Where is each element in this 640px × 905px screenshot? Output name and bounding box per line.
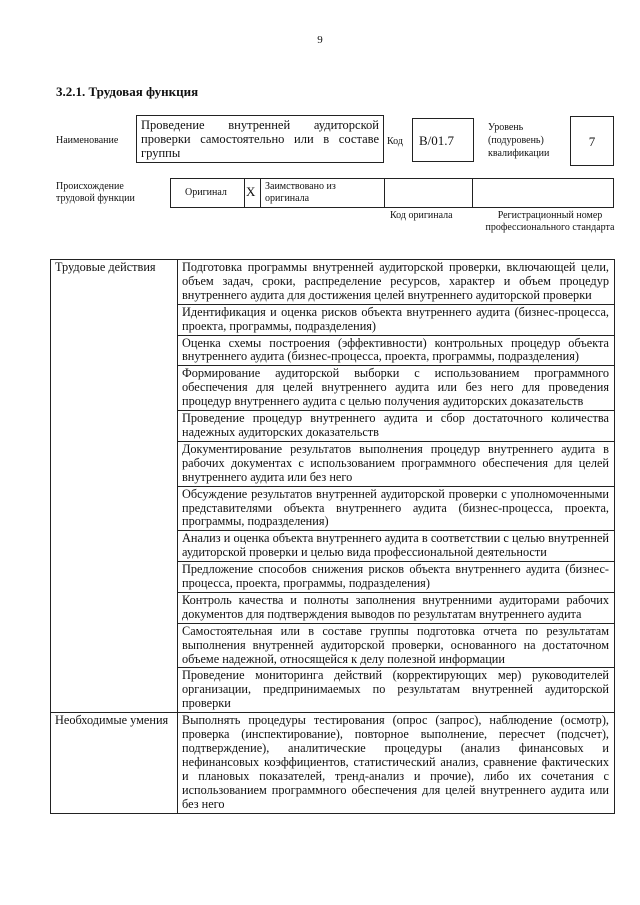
original-code-cell (385, 179, 473, 207)
item-text: Самостоятельная или в составе группы подготовка отчета по результатам выполнения внутренней аудиторской проверки, основанного на достаточном объеме надежной, относящейся к делу полезной информации (178, 623, 615, 668)
item-text: Обсуждение результатов внутренней аудиторской проверки с уполномоченными представителями объекта внутреннего аудита (бизнес-процесса, проекта, программы, подразделения) (178, 486, 615, 531)
table-row (51, 713, 615, 813)
origin-label: Происхождение трудовой функции (56, 181, 135, 204)
page-number: 9 (317, 34, 323, 46)
item-text: Проведение мониторинга действий (корректирующих мер) руководителей организации, предпринимаемых по результатам внутренней аудиторской проверки (178, 668, 615, 713)
origin-row (170, 178, 614, 208)
original-mark-cell (245, 179, 261, 207)
code-value: B/01.7 (412, 118, 474, 162)
section-heading: 3.2.1. Трудовая функция (56, 84, 199, 99)
item-text: Проведение процедур внутреннего аудита и сбор достаточного количества надежных аудиторских доказательств (178, 411, 615, 442)
section-label: Необходимые умения (51, 713, 178, 813)
reg-number-cell (473, 179, 613, 207)
original-label: Оригинал (185, 187, 227, 198)
table-row (51, 260, 615, 305)
level-label: Уровень (подуровень) квалификации (488, 122, 550, 159)
item-text: Предложение способов снижения рисков объекта внутреннего аудита (бизнес-процесса, проекта, программы, подразделения) (178, 562, 615, 593)
original-mark: X (246, 184, 256, 199)
borrowed-cell (261, 179, 385, 207)
section-label: Трудовые действия (51, 260, 178, 713)
function-details-table (50, 259, 615, 814)
code-label: Код (387, 136, 403, 147)
item-text: Анализ и оценка объекта внутреннего аудита в соответствии с целью внутренней аудиторской проверки и целью вида профессиональной деятельности (178, 531, 615, 562)
borrowed-label: Заимствовано из оригинала (265, 181, 336, 204)
original-code-label: Код оригинала (390, 210, 453, 221)
original-cell (171, 179, 245, 207)
name-label: Наименование (56, 135, 119, 146)
item-text: Выполнять процедуры тестирования (опрос (запрос), наблюдение (осмотр), проверка (инспектирование), повторное выполнение, пересчет (подсчет), подтверждение), аналитические процедуры (анализ финансовых и нефинансовых коэффициентов, статистический анализ, сравнение фактических и плановых показателей, тренд-анализ и прочие), либо их сочетания с использованием программного обеспечения для целей внутреннего аудита или без него (178, 713, 615, 813)
function-name-value: Проведение внутренней аудиторской проверки самостоятельно или в составе группы (136, 115, 384, 163)
item-text: Документирование результатов выполнения процедур внутреннего аудита в рабочих документах с использованием программного обеспечения для целей внутреннего аудита или без него (178, 441, 615, 486)
item-text: Оценка схемы построения (эффективности) контрольных процедур объекта внутреннего аудита (бизнес-процесса, проекта, программы, подразделения) (178, 335, 615, 366)
item-text: Формирование аудиторской выборки с использованием программного обеспечения для целей внутреннего аудита или без него для проведения процедур внутреннего аудита с целью получения аудиторских доказательств (178, 366, 615, 411)
level-value: 7 (570, 116, 614, 166)
item-text: Идентификация и оценка рисков объекта внутреннего аудита (бизнес-процесса, проекта, программы, подразделения) (178, 304, 615, 335)
reg-number-label: Регистрационный номер профессионального стандарта (485, 210, 615, 233)
item-text: Подготовка программы внутренней аудиторской проверки, включающей цели, объем задач, сроки, распределение ресурсов, характер и объем процедур внутреннего аудита для достижения целей внутреннего аудиторской проверки (178, 260, 615, 305)
item-text: Контроль качества и полноты заполнения внутренними аудиторами рабочих документов для подтверждения выводов по результатам внутреннего аудита (178, 592, 615, 623)
